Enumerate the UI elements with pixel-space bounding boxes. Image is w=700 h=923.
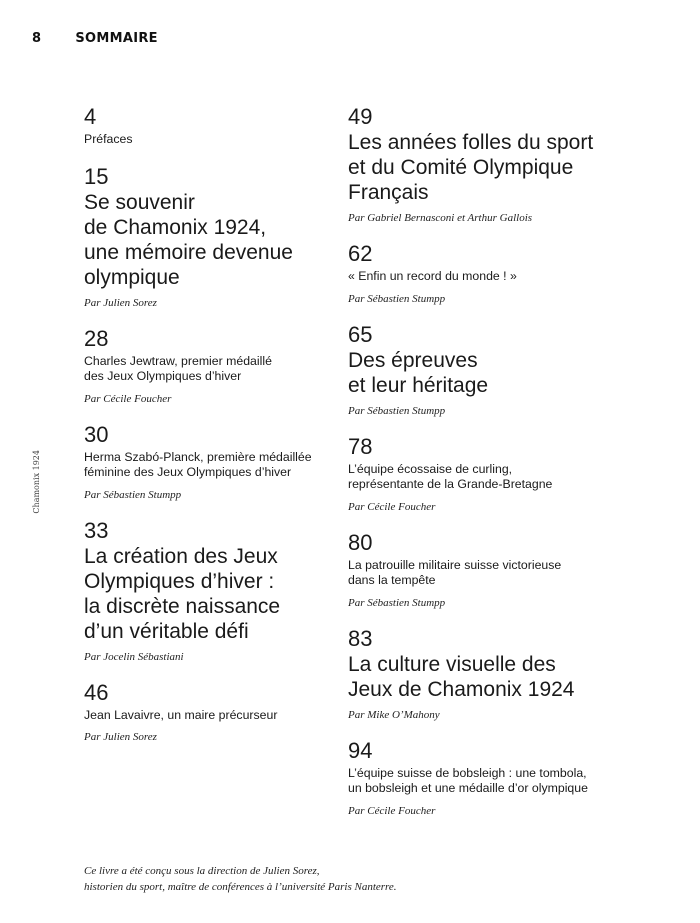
toc-page-number: 83 (348, 625, 373, 651)
toc-title-line: « Enfin un record du monde ! » (348, 269, 517, 283)
toc-page-number: 80 (348, 529, 373, 555)
toc-title-line: Jean Lavaivre, un maire précurseur (84, 707, 278, 722)
toc-author: Par Cécile Foucher (348, 804, 436, 817)
toc-author: Par Julien Sorez (84, 296, 157, 309)
toc-title (84, 708, 354, 724)
toc-entry[interactable] (348, 434, 648, 514)
toc-title-line: Olympiques d’hiver : (84, 569, 275, 593)
toc-page-number: 30 (84, 421, 109, 447)
toc-title-line: Charles Jewtraw, premier médaillé (84, 353, 272, 368)
toc-title (84, 132, 354, 148)
toc-title (348, 558, 648, 589)
toc-entry[interactable] (84, 104, 354, 148)
toc-author: Par Julien Sorez (84, 731, 157, 743)
toc-title-line: un bobsleigh et une médaille d’or olympique (348, 781, 588, 795)
toc-author: Par Sébastien Stumpp (348, 292, 446, 305)
toc-title-line: représentante de la Grande-Bretagne (348, 477, 553, 491)
toc-page-number: 33 (84, 517, 109, 543)
toc-entry[interactable] (348, 241, 648, 306)
toc-author: Par Sébastien Stumpp (348, 596, 446, 609)
toc-title-line: L’équipe écossaise de curling, (348, 461, 513, 476)
toc-title-line: Français (348, 181, 429, 204)
toc-author: Par Sébastien Stumpp (348, 404, 446, 417)
toc-page-number: 65 (348, 321, 373, 347)
toc-title-line: Jeux de Chamonix 1924 (348, 677, 575, 701)
toc-title-line: et du Comité Olympique (348, 156, 574, 179)
toc-author: Par Cécile Foucher (348, 500, 436, 513)
toc-page-number: 78 (348, 433, 373, 459)
toc-author: Par Mike O’Mahony (348, 708, 440, 721)
toc-title-line: de Chamonix 1924, (84, 215, 267, 239)
toc-title-line: d’un véritable défi (84, 619, 249, 643)
toc-title-line: féminine des Jeux Olympiques d’hiver (84, 465, 292, 479)
toc-title-line: Préfaces (84, 132, 133, 146)
page-header (32, 31, 158, 46)
toc-page-number: 15 (84, 163, 109, 189)
toc-title-line: La culture visuelle des (348, 652, 556, 676)
footer-line: historien du sport, maître de conférences à l’université Paris Nanterre. (84, 880, 397, 893)
toc-right-column (348, 104, 648, 834)
toc-title (348, 348, 648, 398)
toc-page-number: 94 (348, 737, 373, 763)
toc-title (84, 450, 354, 481)
toc-entry[interactable] (348, 626, 648, 722)
toc-page-number: 62 (348, 241, 373, 266)
toc-page-number: 28 (84, 325, 109, 351)
toc-title-line: olympique (84, 265, 180, 289)
toc-title-line: Des épreuves (348, 348, 478, 372)
toc-title (348, 130, 648, 205)
side-running-title: Chamonix 1924 (32, 450, 41, 514)
toc-entry[interactable] (348, 530, 648, 610)
page-title: SOMMAIRE (75, 31, 158, 46)
toc-page-number: 4 (84, 104, 97, 129)
toc-author: Par Jocelin Sébastiani (84, 650, 184, 663)
toc-title (84, 354, 354, 385)
toc-title-line: et leur héritage (348, 373, 489, 397)
toc-title-line: dans la tempête (348, 573, 436, 587)
toc-entry[interactable] (84, 422, 354, 502)
toc-title-line: La patrouille militaire suisse victorieuse (348, 557, 562, 572)
toc-entry[interactable] (84, 518, 354, 664)
toc-title-line: Se souvenir (84, 190, 195, 214)
toc-author: Par Sébastien Stumpp (84, 488, 182, 501)
toc-title (84, 544, 354, 644)
page-number: 8 (32, 31, 42, 46)
toc-title-line: la discrète naissance (84, 594, 281, 618)
toc-title (348, 462, 648, 493)
footer-credit (84, 864, 397, 895)
toc-title-line: une mémoire devenue (84, 240, 293, 264)
toc-title-line: La création des Jeux (84, 544, 278, 568)
toc-page-number: 46 (84, 679, 109, 705)
toc-title (84, 190, 354, 290)
toc-entry[interactable] (348, 738, 648, 818)
footer-line: Ce livre a été conçu sous la direction de Julien Sorez, (84, 865, 320, 877)
toc-page-number: 49 (348, 104, 373, 129)
toc-title-line: Les années folles du sport (348, 131, 594, 154)
toc-title-line: des Jeux Olympiques d’hiver (84, 369, 242, 383)
toc-title (348, 652, 648, 702)
toc-title (348, 766, 648, 797)
toc-left-column (84, 104, 354, 760)
toc-entry[interactable] (84, 164, 354, 310)
toc-entry[interactable] (348, 322, 648, 418)
toc-entry[interactable] (84, 326, 354, 406)
toc-title (348, 269, 648, 285)
toc-author: Par Cécile Foucher (84, 392, 172, 405)
toc-author: Par Gabriel Bernasconi et Arthur Gallois (348, 212, 533, 224)
toc-title-line: L’équipe suisse de bobsleigh : une tombola, (348, 765, 587, 780)
toc-entry[interactable] (348, 104, 648, 225)
toc-title-line: Herma Szabó-Planck, première médaillée (84, 449, 312, 464)
toc-entry[interactable] (84, 680, 354, 745)
